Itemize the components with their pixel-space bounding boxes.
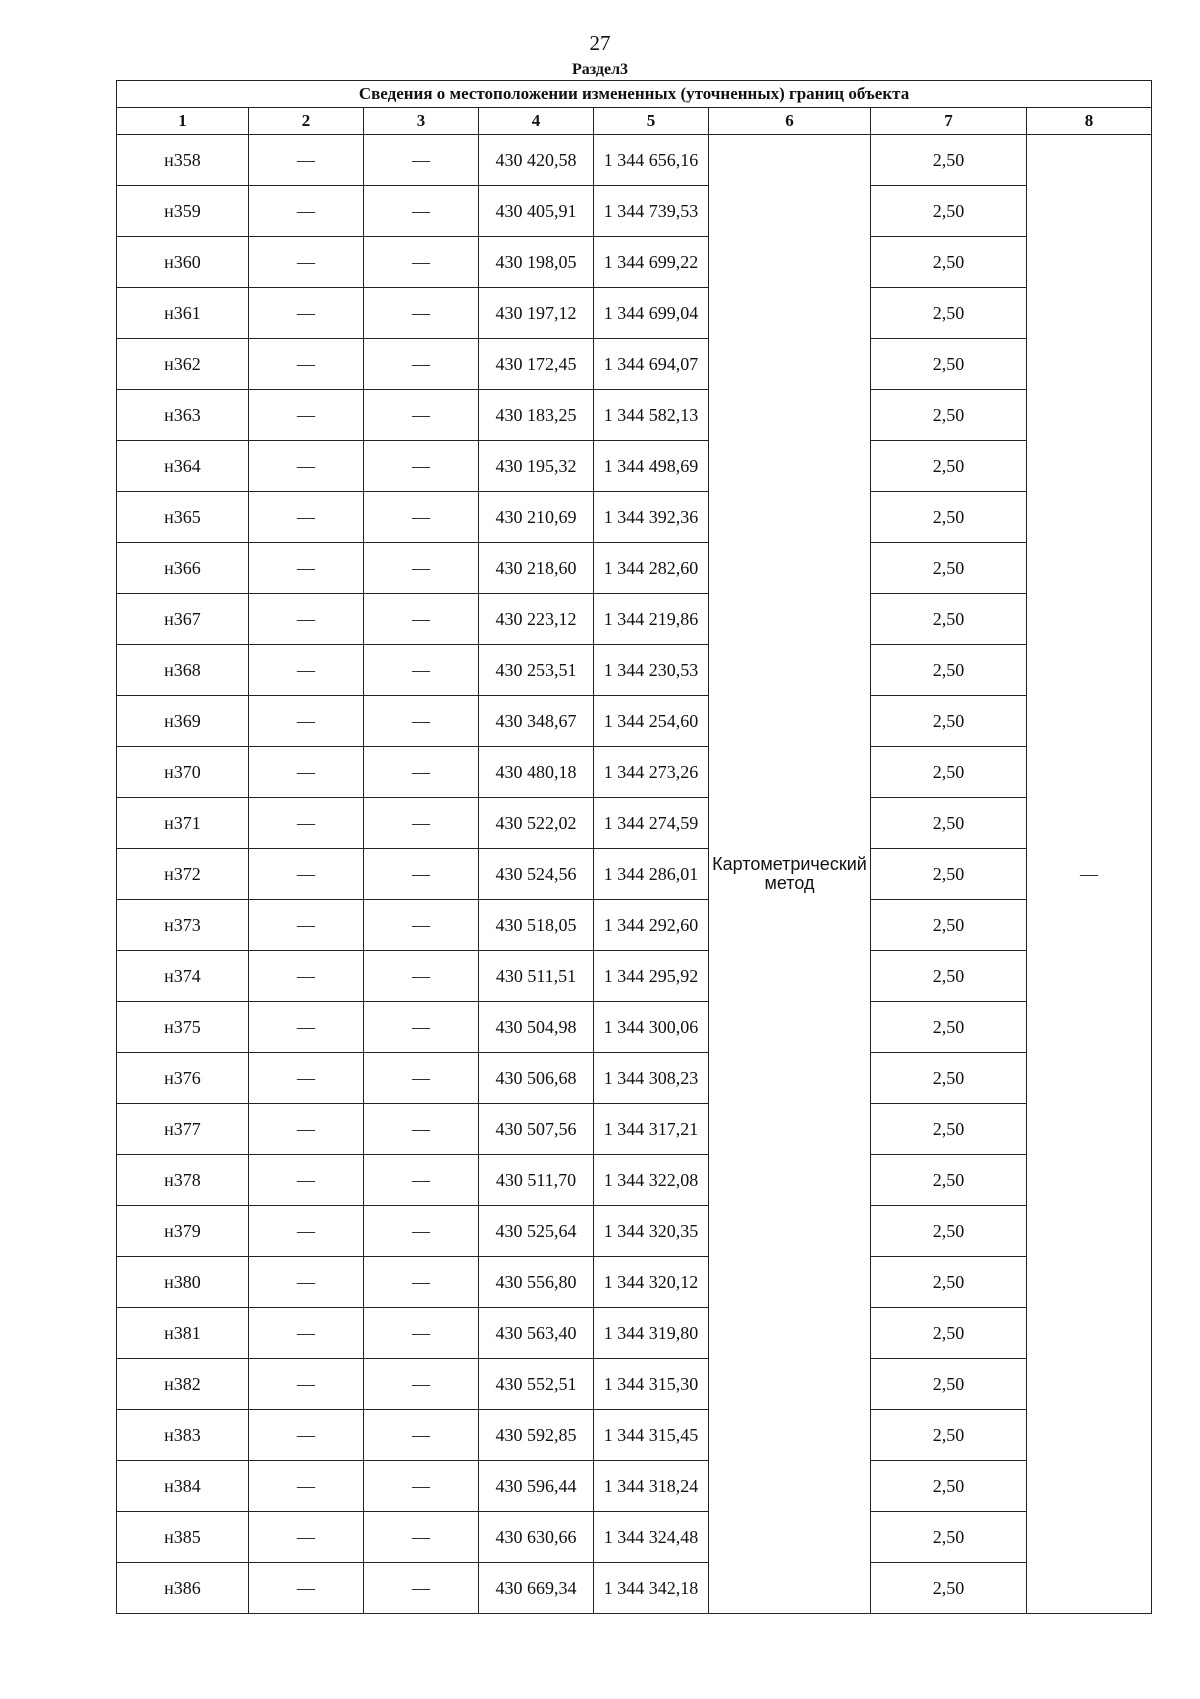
accuracy-cell: 2,50 (871, 543, 1027, 594)
table-row (117, 1206, 1152, 1257)
table-row (117, 492, 1152, 543)
col2-cell: — (249, 1002, 364, 1053)
y-coordinate-cell: 1 344 739,53 (594, 186, 709, 237)
y-coordinate-cell: 1 344 274,59 (594, 798, 709, 849)
col3-cell: — (364, 1512, 479, 1563)
accuracy-cell: 2,50 (871, 849, 1027, 900)
table-row (117, 747, 1152, 798)
y-coordinate-cell: 1 344 254,60 (594, 696, 709, 747)
col3-cell: — (364, 1461, 479, 1512)
table-title: Сведения о местоположении измененных (уточненных) границ объекта (117, 81, 1152, 108)
accuracy-cell: 2,50 (871, 237, 1027, 288)
x-coordinate-cell: 430 525,64 (479, 1206, 594, 1257)
point-name-cell: н385 (117, 1512, 249, 1563)
col3-cell: — (364, 288, 479, 339)
y-coordinate-cell: 1 344 320,35 (594, 1206, 709, 1257)
col2-cell: — (249, 1053, 364, 1104)
point-name-cell: н369 (117, 696, 249, 747)
column-header: 4 (479, 108, 594, 135)
col3-cell: — (364, 1002, 479, 1053)
table-row (117, 390, 1152, 441)
accuracy-cell: 2,50 (871, 1104, 1027, 1155)
col3-cell: — (364, 798, 479, 849)
col8-cell: — (1027, 135, 1152, 1614)
y-coordinate-cell: 1 344 699,04 (594, 288, 709, 339)
accuracy-cell: 2,50 (871, 1512, 1027, 1563)
table-row (117, 1155, 1152, 1206)
col2-cell: — (249, 1461, 364, 1512)
col3-cell: — (364, 1359, 479, 1410)
accuracy-cell: 2,50 (871, 1308, 1027, 1359)
col3-cell: — (364, 1104, 479, 1155)
y-coordinate-cell: 1 344 317,21 (594, 1104, 709, 1155)
x-coordinate-cell: 430 172,45 (479, 339, 594, 390)
accuracy-cell: 2,50 (871, 798, 1027, 849)
y-coordinate-cell: 1 344 282,60 (594, 543, 709, 594)
col3-cell: — (364, 900, 479, 951)
table-row (117, 849, 1152, 900)
x-coordinate-cell: 430 195,32 (479, 441, 594, 492)
x-coordinate-cell: 430 218,60 (479, 543, 594, 594)
x-coordinate-cell: 430 552,51 (479, 1359, 594, 1410)
table-row (117, 594, 1152, 645)
x-coordinate-cell: 430 197,12 (479, 288, 594, 339)
point-name-cell: н380 (117, 1257, 249, 1308)
table-row (117, 543, 1152, 594)
accuracy-cell: 2,50 (871, 441, 1027, 492)
accuracy-cell: 2,50 (871, 1359, 1027, 1410)
accuracy-cell: 2,50 (871, 1257, 1027, 1308)
table-row (117, 441, 1152, 492)
col2-cell: — (249, 186, 364, 237)
table-row (117, 1563, 1152, 1614)
column-header-row (117, 108, 1152, 135)
point-name-cell: н367 (117, 594, 249, 645)
table-row (117, 1512, 1152, 1563)
col2-cell: — (249, 747, 364, 798)
table-row (117, 1410, 1152, 1461)
x-coordinate-cell: 430 480,18 (479, 747, 594, 798)
point-name-cell: н376 (117, 1053, 249, 1104)
coordinates-table (116, 80, 1152, 1614)
point-name-cell: н372 (117, 849, 249, 900)
column-header: 5 (594, 108, 709, 135)
col2-cell: — (249, 696, 364, 747)
col2-cell: — (249, 492, 364, 543)
point-name-cell: н373 (117, 900, 249, 951)
x-coordinate-cell: 430 592,85 (479, 1410, 594, 1461)
col3-cell: — (364, 951, 479, 1002)
x-coordinate-cell: 430 518,05 (479, 900, 594, 951)
col3-cell: — (364, 543, 479, 594)
x-coordinate-cell: 430 669,34 (479, 1563, 594, 1614)
point-name-cell: н361 (117, 288, 249, 339)
table-body (117, 135, 1152, 1614)
point-name-cell: н379 (117, 1206, 249, 1257)
x-coordinate-cell: 430 420,58 (479, 135, 594, 186)
col3-cell: — (364, 1410, 479, 1461)
y-coordinate-cell: 1 344 230,53 (594, 645, 709, 696)
col2-cell: — (249, 849, 364, 900)
col3-cell: — (364, 747, 479, 798)
table-row (117, 951, 1152, 1002)
y-coordinate-cell: 1 344 694,07 (594, 339, 709, 390)
column-header: 7 (871, 108, 1027, 135)
x-coordinate-cell: 430 504,98 (479, 1002, 594, 1053)
table-row (117, 1308, 1152, 1359)
column-header: 2 (249, 108, 364, 135)
accuracy-cell: 2,50 (871, 747, 1027, 798)
table-row (117, 1257, 1152, 1308)
accuracy-cell: 2,50 (871, 951, 1027, 1002)
accuracy-cell: 2,50 (871, 594, 1027, 645)
column-header: 3 (364, 108, 479, 135)
col2-cell: — (249, 1104, 364, 1155)
col2-cell: — (249, 390, 364, 441)
table-row (117, 1359, 1152, 1410)
col3-cell: — (364, 339, 479, 390)
table-row (117, 186, 1152, 237)
col2-cell: — (249, 1410, 364, 1461)
table-row (117, 645, 1152, 696)
accuracy-cell: 2,50 (871, 492, 1027, 543)
x-coordinate-cell: 430 506,68 (479, 1053, 594, 1104)
col2-cell: — (249, 1206, 364, 1257)
x-coordinate-cell: 430 556,80 (479, 1257, 594, 1308)
y-coordinate-cell: 1 344 300,06 (594, 1002, 709, 1053)
point-name-cell: н363 (117, 390, 249, 441)
x-coordinate-cell: 430 405,91 (479, 186, 594, 237)
point-name-cell: н377 (117, 1104, 249, 1155)
col3-cell: — (364, 1155, 479, 1206)
col3-cell: — (364, 186, 479, 237)
col3-cell: — (364, 492, 479, 543)
y-coordinate-cell: 1 344 315,45 (594, 1410, 709, 1461)
point-name-cell: н364 (117, 441, 249, 492)
point-name-cell: н374 (117, 951, 249, 1002)
col2-cell: — (249, 135, 364, 186)
accuracy-cell: 2,50 (871, 135, 1027, 186)
col2-cell: — (249, 543, 364, 594)
point-name-cell: н375 (117, 1002, 249, 1053)
col2-cell: — (249, 1257, 364, 1308)
y-coordinate-cell: 1 344 292,60 (594, 900, 709, 951)
col3-cell: — (364, 390, 479, 441)
table-row (117, 696, 1152, 747)
accuracy-cell: 2,50 (871, 1206, 1027, 1257)
column-header: 8 (1027, 108, 1152, 135)
accuracy-cell: 2,50 (871, 1410, 1027, 1461)
col3-cell: — (364, 237, 479, 288)
y-coordinate-cell: 1 344 699,22 (594, 237, 709, 288)
accuracy-cell: 2,50 (871, 1461, 1027, 1512)
x-coordinate-cell: 430 563,40 (479, 1308, 594, 1359)
column-header: 6 (709, 108, 871, 135)
page-number: 27 (589, 31, 611, 55)
col2-cell: — (249, 594, 364, 645)
point-name-cell: н370 (117, 747, 249, 798)
table-row (117, 1002, 1152, 1053)
point-name-cell: н360 (117, 237, 249, 288)
point-name-cell: н381 (117, 1308, 249, 1359)
accuracy-cell: 2,50 (871, 288, 1027, 339)
col3-cell: — (364, 849, 479, 900)
point-name-cell: н368 (117, 645, 249, 696)
col2-cell: — (249, 645, 364, 696)
point-name-cell: н359 (117, 186, 249, 237)
col2-cell: — (249, 339, 364, 390)
accuracy-cell: 2,50 (871, 1053, 1027, 1104)
y-coordinate-cell: 1 344 320,12 (594, 1257, 709, 1308)
x-coordinate-cell: 430 524,56 (479, 849, 594, 900)
table-row (117, 1053, 1152, 1104)
y-coordinate-cell: 1 344 273,26 (594, 747, 709, 798)
x-coordinate-cell: 430 630,66 (479, 1512, 594, 1563)
point-name-cell: н358 (117, 135, 249, 186)
y-coordinate-cell: 1 344 286,01 (594, 849, 709, 900)
y-coordinate-cell: 1 344 582,13 (594, 390, 709, 441)
point-name-cell: н362 (117, 339, 249, 390)
x-coordinate-cell: 430 198,05 (479, 237, 594, 288)
y-coordinate-cell: 1 344 315,30 (594, 1359, 709, 1410)
col3-cell: — (364, 696, 479, 747)
table-row (117, 237, 1152, 288)
y-coordinate-cell: 1 344 392,36 (594, 492, 709, 543)
col2-cell: — (249, 900, 364, 951)
col2-cell: — (249, 951, 364, 1002)
section-title: Раздел3 (571, 61, 629, 78)
col2-cell: — (249, 237, 364, 288)
col2-cell: — (249, 441, 364, 492)
table-row (117, 288, 1152, 339)
point-name-cell: н382 (117, 1359, 249, 1410)
table-row (117, 900, 1152, 951)
col3-cell: — (364, 1206, 479, 1257)
col3-cell: — (364, 135, 479, 186)
method-cell: Картометрический метод (709, 135, 871, 1614)
col3-cell: — (364, 1308, 479, 1359)
accuracy-cell: 2,50 (871, 186, 1027, 237)
col3-cell: — (364, 1257, 479, 1308)
point-name-cell: н386 (117, 1563, 249, 1614)
x-coordinate-cell: 430 183,25 (479, 390, 594, 441)
col2-cell: — (249, 1308, 364, 1359)
y-coordinate-cell: 1 344 295,92 (594, 951, 709, 1002)
y-coordinate-cell: 1 344 318,24 (594, 1461, 709, 1512)
y-coordinate-cell: 1 344 498,69 (594, 441, 709, 492)
point-name-cell: н366 (117, 543, 249, 594)
col2-cell: — (249, 1359, 364, 1410)
x-coordinate-cell: 430 507,56 (479, 1104, 594, 1155)
col3-cell: — (364, 441, 479, 492)
x-coordinate-cell: 430 596,44 (479, 1461, 594, 1512)
y-coordinate-cell: 1 344 324,48 (594, 1512, 709, 1563)
accuracy-cell: 2,50 (871, 339, 1027, 390)
point-name-cell: н371 (117, 798, 249, 849)
accuracy-cell: 2,50 (871, 1155, 1027, 1206)
col3-cell: — (364, 1053, 479, 1104)
column-header: 1 (117, 108, 249, 135)
point-name-cell: н365 (117, 492, 249, 543)
col3-cell: — (364, 594, 479, 645)
x-coordinate-cell: 430 511,51 (479, 951, 594, 1002)
y-coordinate-cell: 1 344 219,86 (594, 594, 709, 645)
x-coordinate-cell: 430 511,70 (479, 1155, 594, 1206)
col2-cell: — (249, 1155, 364, 1206)
table-row (117, 798, 1152, 849)
table-row (117, 1461, 1152, 1512)
accuracy-cell: 2,50 (871, 645, 1027, 696)
accuracy-cell: 2,50 (871, 390, 1027, 441)
x-coordinate-cell: 430 223,12 (479, 594, 594, 645)
table-row (117, 1104, 1152, 1155)
table-row (117, 339, 1152, 390)
point-name-cell: н383 (117, 1410, 249, 1461)
accuracy-cell: 2,50 (871, 696, 1027, 747)
col3-cell: — (364, 1563, 479, 1614)
y-coordinate-cell: 1 344 322,08 (594, 1155, 709, 1206)
col2-cell: — (249, 288, 364, 339)
col2-cell: — (249, 1512, 364, 1563)
accuracy-cell: 2,50 (871, 1563, 1027, 1614)
x-coordinate-cell: 430 210,69 (479, 492, 594, 543)
x-coordinate-cell: 430 522,02 (479, 798, 594, 849)
point-name-cell: н378 (117, 1155, 249, 1206)
col2-cell: — (249, 1563, 364, 1614)
x-coordinate-cell: 430 253,51 (479, 645, 594, 696)
y-coordinate-cell: 1 344 656,16 (594, 135, 709, 186)
y-coordinate-cell: 1 344 342,18 (594, 1563, 709, 1614)
y-coordinate-cell: 1 344 308,23 (594, 1053, 709, 1104)
accuracy-cell: 2,50 (871, 900, 1027, 951)
accuracy-cell: 2,50 (871, 1002, 1027, 1053)
y-coordinate-cell: 1 344 319,80 (594, 1308, 709, 1359)
col2-cell: — (249, 798, 364, 849)
table-row (117, 135, 1152, 186)
x-coordinate-cell: 430 348,67 (479, 696, 594, 747)
col3-cell: — (364, 645, 479, 696)
point-name-cell: н384 (117, 1461, 249, 1512)
